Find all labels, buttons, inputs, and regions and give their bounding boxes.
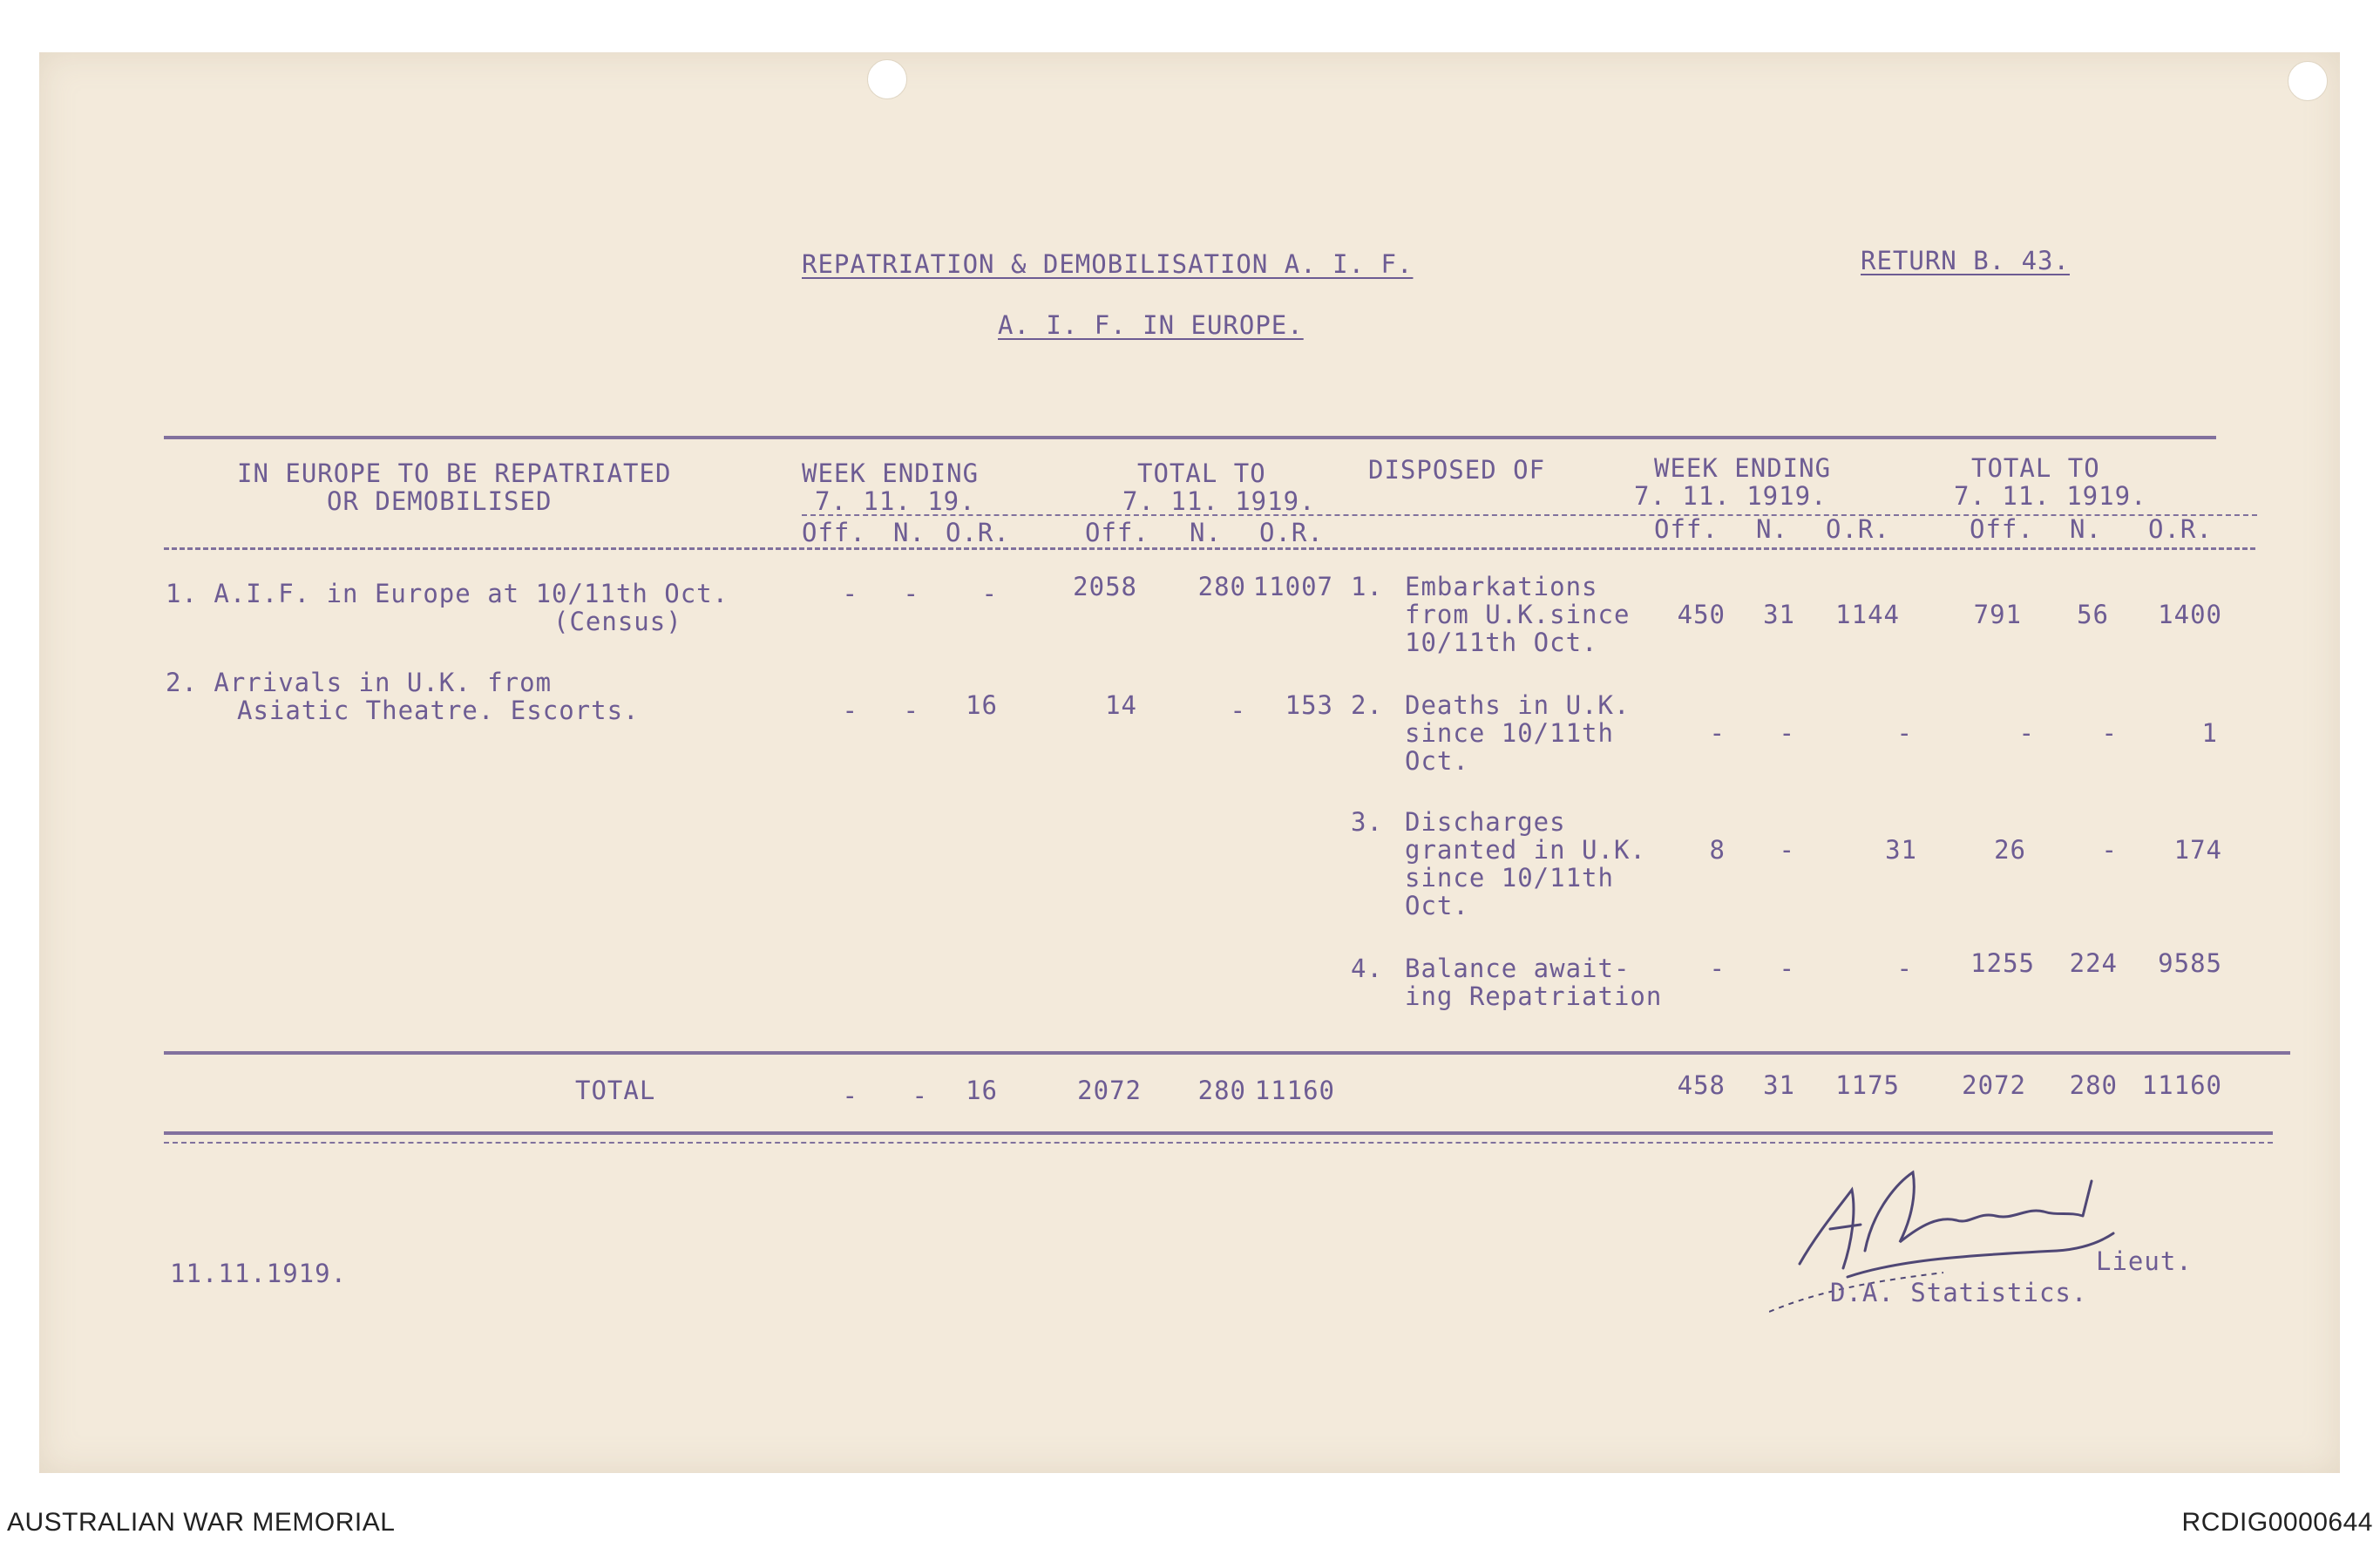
right-row-4-week-off: -: [1709, 954, 1726, 983]
right-week-n: N.: [1756, 514, 1788, 544]
totals-left-total-off: 2072: [1077, 1076, 1142, 1105]
right-row-1-line-2: from U.K.since: [1405, 600, 1631, 629]
document-subtitle: A. I. F. IN EUROPE.: [998, 310, 1304, 340]
right-row-1-week-n: 31: [1763, 600, 1795, 629]
right-row-2-week-off: -: [1709, 718, 1726, 748]
totals-right-week-off: 458: [1677, 1070, 1726, 1100]
totals-left-total-n: 280: [1197, 1076, 1246, 1105]
right-row-4-week-or: -: [1896, 954, 1913, 983]
left-week-or: O.R.: [946, 518, 1010, 547]
left-total-off: Off.: [1085, 518, 1149, 547]
right-row-2-week-n: -: [1779, 718, 1795, 748]
right-row-3-line-1: Discharges: [1405, 807, 1566, 837]
right-row-2-line-2: since 10/11th: [1405, 718, 1614, 748]
totals-left-week-or: 16: [966, 1076, 998, 1105]
right-week-header: WEEK ENDING: [1654, 453, 1832, 483]
return-number: RETURN B. 43.: [1861, 246, 2070, 275]
table-top-rule: [164, 436, 2216, 439]
left-row-1-week-n: -: [903, 579, 919, 608]
right-row-1-total-off: 791: [1973, 600, 2022, 629]
left-total-or: O.R.: [1259, 518, 1324, 547]
right-row-2-line-1: Deaths in U.K.: [1405, 690, 1631, 720]
left-row-2-week-or: 16: [966, 690, 998, 720]
footer-record-id: RCDIG0000644: [2181, 1508, 2373, 1537]
totals-right-total-off: 2072: [1962, 1070, 2026, 1100]
left-row-2-sublabel: Asiatic Theatre. Escorts.: [237, 696, 640, 725]
left-total-header: TOTAL TO: [1137, 458, 1266, 488]
totals-top-rule: [164, 1051, 2290, 1055]
right-total-n: N.: [2070, 514, 2102, 544]
right-row-3-line-2: granted in U.K.: [1405, 835, 1646, 865]
left-week-header: WEEK ENDING: [802, 458, 980, 488]
left-row-2-total-n: -: [1230, 696, 1246, 725]
right-header-label: DISPOSED OF: [1368, 455, 1546, 485]
right-row-1-total-or: 1400: [2158, 600, 2222, 629]
subheader-rule: [802, 514, 2257, 516]
totals-right-total-n: 280: [2069, 1070, 2118, 1100]
totals-left-week-off: -: [842, 1081, 858, 1110]
left-row-2-week-n: -: [903, 696, 919, 725]
right-row-1-week-or: 1144: [1835, 600, 1900, 629]
left-row-1-label: 1. A.I.F. in Europe at 10/11th Oct.: [166, 579, 729, 608]
totals-right-total-or: 11160: [2141, 1070, 2222, 1100]
right-total-date: 7. 11. 1919.: [1954, 481, 2147, 511]
right-week-or: O.R.: [1826, 514, 1890, 544]
right-row-3-number: 3.: [1351, 807, 1383, 837]
right-row-3-line-4: Oct.: [1405, 891, 1469, 920]
left-row-1-week-off: -: [842, 579, 858, 608]
right-row-3-week-off: 8: [1709, 835, 1726, 865]
left-row-1-total-off: 2058: [1073, 572, 1137, 601]
right-row-3-total-off: 26: [1994, 835, 2026, 865]
right-row-1-total-n: 56: [2077, 600, 2109, 629]
left-row-1-total-or: 11007: [1252, 572, 1333, 601]
signature-rank: Lieut.: [2096, 1246, 2193, 1276]
right-row-1-number: 1.: [1351, 572, 1383, 601]
left-week-date: 7. 11. 19.: [815, 486, 976, 516]
document-title: REPATRIATION & DEMOBILISATION A. I. F.: [802, 249, 1414, 279]
left-row-2-total-off: 14: [1105, 690, 1137, 720]
left-row-1-sublabel: (Census): [553, 607, 682, 636]
right-row-4-total-n: 224: [2069, 948, 2118, 978]
left-total-date: 7. 11. 1919.: [1122, 486, 1316, 516]
right-row-4-week-n: -: [1779, 954, 1795, 983]
footer-institution: AUSTRALIAN WAR MEMORIAL: [7, 1508, 396, 1537]
right-row-2-total-off: -: [2018, 718, 2035, 748]
right-total-header: TOTAL TO: [1971, 453, 2100, 483]
left-week-n: N.: [893, 518, 926, 547]
right-row-3-week-or: 31: [1885, 835, 1917, 865]
right-row-4-line-2: ing Repatriation: [1405, 981, 1663, 1011]
right-row-3-week-n: -: [1779, 835, 1795, 865]
punch-hole: [867, 59, 907, 99]
right-row-3-line-3: since 10/11th: [1405, 863, 1614, 893]
right-row-1-line-3: 10/11th Oct.: [1405, 628, 1598, 657]
left-week-off: Off.: [802, 518, 866, 547]
right-week-off: Off.: [1654, 514, 1719, 544]
right-row-1-line-1: Embarkations: [1405, 572, 1598, 601]
right-row-4-line-1: Balance await-: [1405, 954, 1631, 983]
right-row-4-total-or: 9585: [2158, 948, 2222, 978]
left-total-n: N.: [1190, 518, 1222, 547]
left-row-1-total-n: 280: [1197, 572, 1246, 601]
right-week-date: 7. 11. 1919.: [1634, 481, 1827, 511]
left-row-1-week-or: -: [981, 579, 998, 608]
totals-label: TOTAL: [575, 1076, 656, 1105]
totals-right-week-n: 31: [1763, 1070, 1795, 1100]
right-row-2-total-or: 1: [2201, 718, 2218, 748]
right-row-3-total-n: -: [2101, 835, 2118, 865]
right-row-1-week-off: 450: [1677, 600, 1726, 629]
left-header-label-2: OR DEMOBILISED: [327, 486, 553, 516]
totals-left-week-n: -: [912, 1081, 928, 1110]
left-header-label-1: IN EUROPE TO BE REPATRIATED: [237, 458, 672, 488]
right-row-2-total-n: -: [2101, 718, 2118, 748]
right-row-2-line-3: Oct.: [1405, 746, 1469, 776]
document-date: 11.11.1919.: [170, 1259, 348, 1288]
left-row-2-label: 2. Arrivals in U.K. from: [166, 668, 553, 697]
left-row-2-total-or: 153: [1285, 690, 1333, 720]
totals-right-week-or: 1175: [1835, 1070, 1900, 1100]
right-row-4-total-off: 1255: [1970, 948, 2035, 978]
punch-hole: [2288, 61, 2328, 101]
right-row-2-week-or: -: [1896, 718, 1913, 748]
left-row-2-week-off: -: [842, 696, 858, 725]
header-bottom-rule: [164, 547, 2255, 550]
totals-left-total-or: 11160: [1254, 1076, 1335, 1105]
right-total-off: Off.: [1970, 514, 2034, 544]
right-total-or: O.R.: [2148, 514, 2213, 544]
signature-office: D.A. Statistics.: [1830, 1278, 2088, 1307]
right-row-4-number: 4.: [1351, 954, 1383, 983]
right-row-2-number: 2.: [1351, 690, 1383, 720]
right-row-3-total-or: 174: [2173, 835, 2222, 865]
